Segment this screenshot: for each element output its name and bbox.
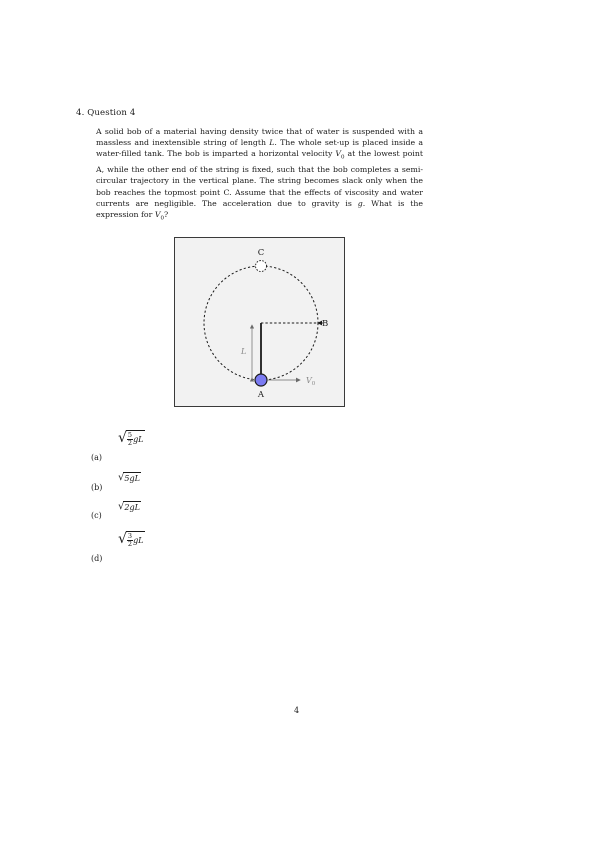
question-text: A solid bob of a material having density twice that of water is suspended with a massless and inextensible string of length L. The whole set-up is placed inside a water-filled tank. The bob is imparted a horizontal velocity $V_0$ at the lowest point A, while the other end of the string is fixed, such that the bob completes a semi-circular trajectory in the vertical plane. The string becomes slack only when the bob reaches the topmost point C. Assume that the effects of viscosity and water currents are negligible. The acceleration due to gravity is g. What is the expression for $V_0$? [96,127,423,222]
label-b: B [322,319,329,329]
question-heading: 4. Question 4 [76,108,136,118]
option-b-expression: √ 5gL [118,472,140,483]
option-c-label: (c) [91,511,102,520]
bob-position-c [256,261,267,272]
label-c: C [257,248,265,258]
bob-a [255,374,267,386]
option-c-expression: √ 2gL [118,501,140,512]
option-d-label: (d) [91,554,103,563]
option-d-expression: √ $\frac{3}{2}$ gL [118,531,144,548]
pendulum-figure [174,237,345,407]
pendulum-diagram [175,238,346,408]
option-a-label: (a) [91,453,103,462]
option-a-expression: √ $\frac{5}{2}$ gL [118,430,144,447]
label-velocity: $V_0$ [306,376,316,387]
label-length: L [241,347,247,356]
option-b-label: (b) [91,483,103,492]
page-number: 4 [294,706,300,715]
label-a: A [257,390,265,400]
